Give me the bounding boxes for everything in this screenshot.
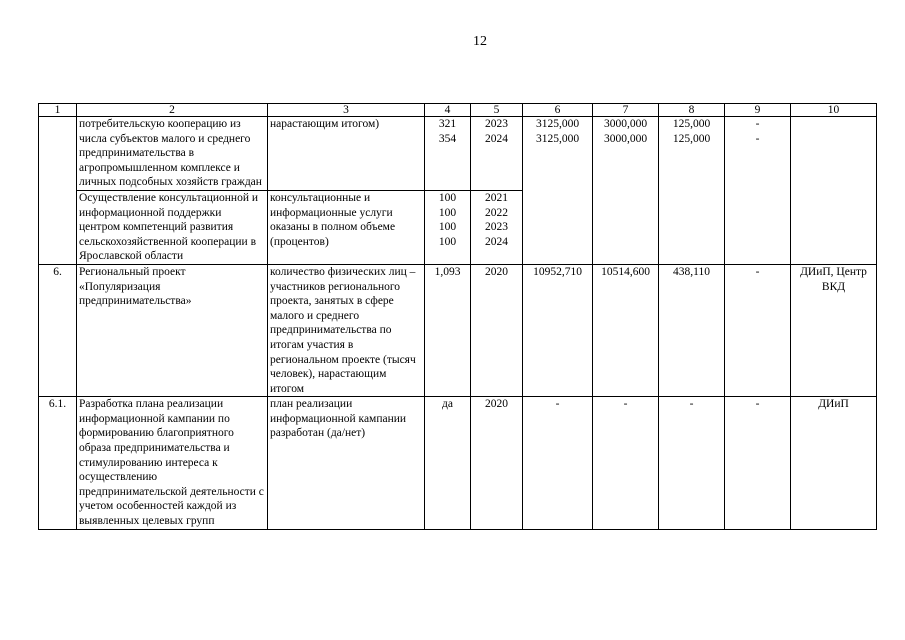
indicator-value-cell [425, 117, 471, 191]
amount: 125,000 [672, 118, 711, 130]
column-number: 10 [791, 104, 877, 117]
row-number-cell: 6.1. [39, 397, 77, 529]
value: 321 [438, 118, 457, 130]
row-number-cell [39, 117, 77, 265]
total-funding-cell: - [523, 397, 593, 529]
year: 2023 [485, 118, 508, 130]
funding-cell-7: - [593, 397, 659, 529]
column-number: 7 [593, 104, 659, 117]
year: 2023 [485, 221, 508, 234]
funding-cell-8 [659, 117, 725, 265]
funding-cell-9: - [725, 397, 791, 529]
page-number: 12 [473, 34, 487, 49]
amount: - [755, 118, 760, 130]
table-row [39, 264, 877, 396]
year-cell: 2020 [471, 397, 523, 529]
program-table [38, 103, 877, 530]
indicator-cell: план реализации информационной кампании разработан (да/нет) [268, 397, 425, 529]
funding-cell-7 [593, 117, 659, 265]
total-funding-cell: 10952,710 [523, 264, 593, 396]
activity-name-cell: потребительскую кооперацию из числа субъектов малого и среднего предпринимательства в агропромышленном комплексе и личных подсобных хозяйств граждан [77, 117, 268, 191]
amount: 3125,000 [535, 118, 580, 130]
indicator-cell: количество физических лиц – участников регионального проекта, занятых в сфере малого и среднего предпринимательства по итогам участия в региональном проекте (тысяч человек), нарастающим итогом [268, 264, 425, 396]
executor-cell [791, 117, 877, 265]
column-number: 3 [268, 104, 425, 117]
executor-cell: ДИиП, Центр ВКД [791, 264, 877, 396]
column-number: 6 [523, 104, 593, 117]
amount: - [755, 132, 760, 145]
indicator-value-cell: да [425, 397, 471, 529]
amount: 3000,000 [603, 132, 648, 145]
column-number: 1 [39, 104, 77, 117]
amount: 3125,000 [535, 132, 580, 145]
funding-cell-7: 10514,600 [593, 264, 659, 396]
table-row [39, 117, 877, 191]
column-number-row [39, 104, 877, 117]
year: 2021 [485, 191, 508, 204]
column-number: 2 [77, 104, 268, 117]
year-cell: 2020 [471, 264, 523, 396]
activity-name-cell: Региональный проект «Популяризация предпринимательства» [77, 264, 268, 396]
activity-name-cell: Разработка плана реализации информационной кампании по формированию благоприятного образа предпринимательства и стимулированию интереса к осуществлению предпринимательской деятельности с учетом особенностей каждой из выявленных целевых групп [77, 397, 268, 529]
funding-cell-9: - [725, 264, 791, 396]
indicator-value-cell: 1,093 [425, 264, 471, 396]
funding-cell-9 [725, 117, 791, 265]
row-number-cell: 6. [39, 264, 77, 396]
activity-name-cell: Осуществление консультационной и информационной поддержки центром компетенций развития сельскохозяйственной кооперации в Ярославской области [77, 190, 268, 264]
amount: 125,000 [672, 132, 711, 145]
column-number: 9 [725, 104, 791, 117]
year-cell [471, 190, 523, 264]
indicator-cell: нарастающим итогом) [268, 117, 425, 191]
funding-cell-8: - [659, 397, 725, 529]
total-funding-cell [523, 117, 593, 265]
value: 100 [438, 221, 457, 234]
column-number: 4 [425, 104, 471, 117]
table-row [39, 397, 877, 529]
value: 354 [438, 132, 457, 145]
column-number: 8 [659, 104, 725, 117]
amount: 3000,000 [603, 118, 648, 130]
year: 2022 [485, 206, 508, 219]
value: 100 [438, 191, 457, 204]
value: 100 [438, 235, 457, 248]
year: 2024 [485, 235, 508, 248]
value: 100 [438, 206, 457, 219]
column-number: 5 [471, 104, 523, 117]
funding-cell-8: 438,110 [659, 264, 725, 396]
executor-cell: ДИиП [791, 397, 877, 529]
indicator-value-cell [425, 190, 471, 264]
indicator-cell: консультационные и информационные услуги оказаны в полном объеме (процентов) [268, 190, 425, 264]
year-cell [471, 117, 523, 191]
year: 2024 [485, 132, 508, 145]
